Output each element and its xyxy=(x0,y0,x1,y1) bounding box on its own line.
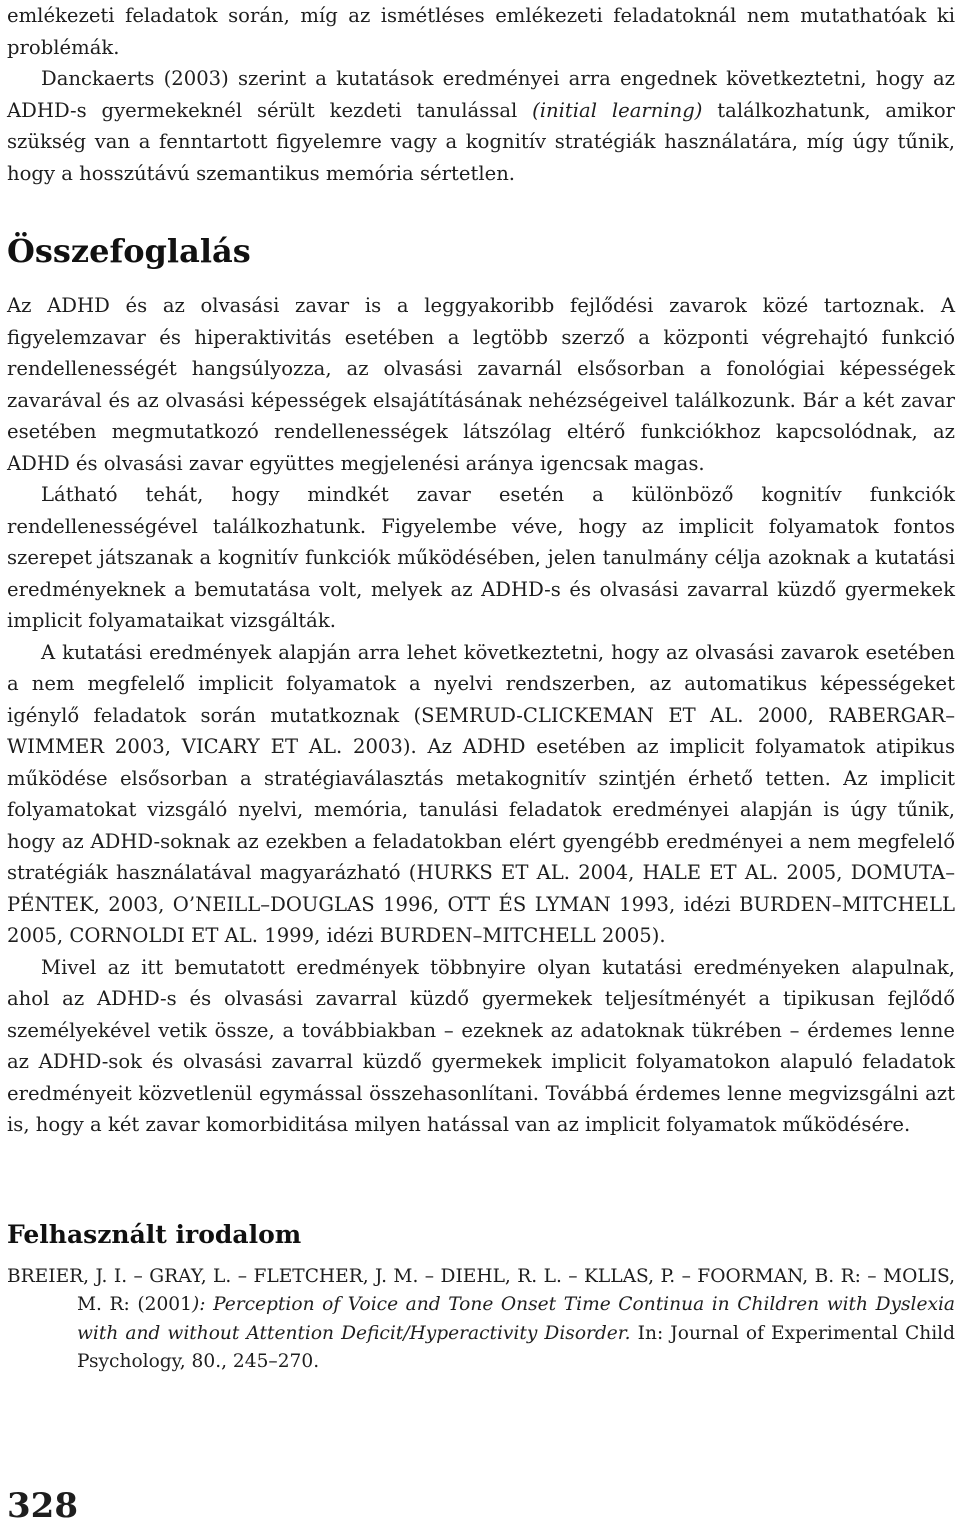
reference-entry xyxy=(7,1263,955,1377)
initial-learning-term: (initial learning) xyxy=(532,98,703,122)
reference-source: In: Journal of Experimental Child Psychology, 80., 245–270. xyxy=(77,1322,955,1372)
intro-paragraph-2-text-b: találkozhatunk, amikor szükség van a fenntartott figyelemre vagy a kognitív stratégiák használatára, míg úgy tűnik, hogy a hosszútávú szemantikus memória sértetlen. xyxy=(7,98,955,185)
document-page xyxy=(7,0,955,1377)
summary-heading: Összefoglalás xyxy=(7,232,251,270)
summary-paragraph-1: Az ADHD és az olvasási zavar is a leggyakoribb fejlődési zavarok közé tartoznak. A figyelemzavar és hiperaktivitás esetében a legtöbb szerző a központi végrehajtó funkció rendellenességét hangsúlyozza, az olvasási zavarnál elsősorban a fonológiai képességek zavarával és az olvasási képességek elsajátításának nehézségeivel találkozunk. Bár a két zavar esetében megmutatkozó rendellenességek látszólag eltérő funkciókhoz kapcsolódnak, az ADHD és olvasási zavar együttes megjelenési aránya igencsak magas. xyxy=(7,294,955,475)
references-heading: Felhasznált irodalom xyxy=(7,1219,302,1249)
reference-title: ): Perception of Voice and Tone Onset Time Continua in Children with Dyslexia with and without Attention Deficit/Hyperactivity Disorder. xyxy=(77,1294,956,1344)
summary-paragraph-2: Látható tehát, hogy mindkét zavar esetén a különböző kognitív funkciók rendellenességével találkozhatunk. Figyelembe véve, hogy az implicit folyamatok fontos szerepet játszanak a kognitív funkciók működésében, jelen tanulmány célja azoknak a kutatási eredményeknek a bemutatása volt, melyek az ADHD-s és olvasási zavarral küzdő gyermekek implicit folyamataikat vizsgálták. xyxy=(7,483,955,632)
page-number: 328 xyxy=(7,1486,78,1526)
intro-paragraph-1: emlékezeti feladatok során, míg az ismétléses emlékezeti feladatoknál nem mutathatóak ki problémák. xyxy=(7,4,955,59)
reference-authors: BREIER, J. I. – GRAY, L. – FLETCHER, J. M. – DIEHL, R. L. – KLLAS, P. – FOORMAN, B. R: – MOLIS, M. R: (2001 xyxy=(7,1265,955,1315)
summary-paragraph-3: A kutatási eredmények alapján arra lehet következtetni, hogy az olvasási zavarok esetében a nem megfelelő implicit folyamatok a nyelvi rendszerben, az automatikus képességeket igénylő feladatok során mutatkoznak (SEMRUD-CLICKEMAN ET AL. 2000, RABERGAR–WIMMER 2003, VICARY ET AL. 2003). Az ADHD esetében az implicit folyamatok atipikus működése elsősorban a stratégiaválasztás metakognitív szintjén érhető tetten. Az implicit folyamatokat vizsgáló nyelvi, memória, tanulási feladatok eredményei alapján is úgy tűnik, hogy az ADHD-soknak az ezekben a feladatokban elért gyengébb eredményei a nem megfelelő stratégiák használatával magyarázható (HURKS ET AL. 2004, HALE ET AL. 2005, DOMUTA–PÉNTEK, 2003, O’NEILL–DOUGLAS 1996, OTT ÉS LYMAN 1993, idézi BURDEN–MITCHELL 2005, CORNOLDI ET AL. 1999, idézi BURDEN–MITCHELL 2005). xyxy=(7,640,955,947)
intro-paragraph-2 xyxy=(7,63,955,189)
intro-paragraph-2-text-a: Danckaerts (2003) szerint a kutatások eredményei arra engednek következtetni, hogy az ADHD-s gyermekeknél sérült kezdeti tanulással xyxy=(7,67,955,122)
summary-paragraph-4: Mivel az itt bemutatott eredmények többnyire olyan kutatási eredményeken alapulnak, ahol az ADHD-s és olvasási zavarral küzdő gyermekek teljesítményét a tipikusan fejlődő személyekével vetik össze, a továbbiakban – ezeknek az adatoknak tükrében – érdemes lenne az ADHD-sok és olvasási zavarral küzdő gyermekek implicit folyamatokon alapuló feladatok eredményeit közvetlenül egymással összehasonlítani. Továbbá érdemes lenne megvizsgálni azt is, hogy a két zavar komorbiditása milyen hatással van az implicit folyamatok működésére. xyxy=(7,955,955,1136)
